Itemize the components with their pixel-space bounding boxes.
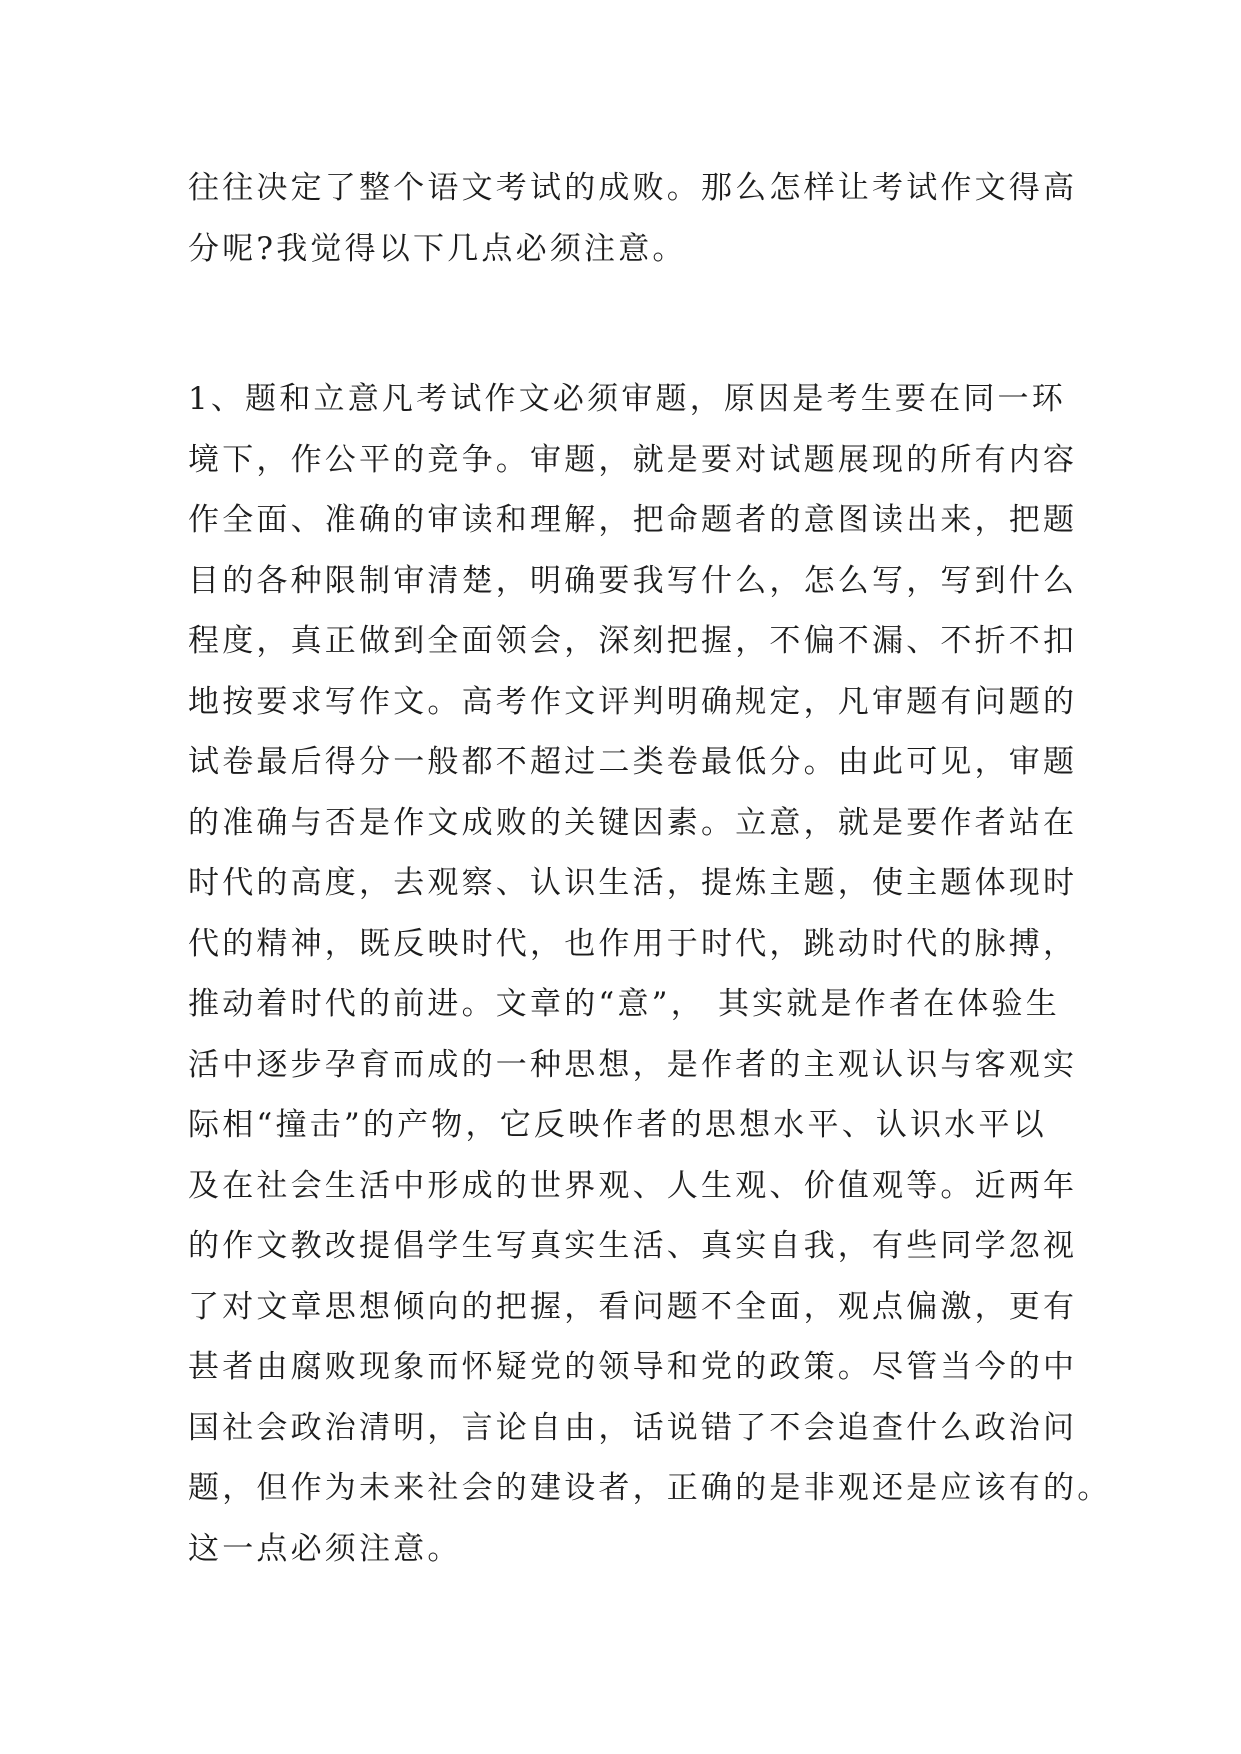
text-line: 活中逐步孕育而成的一种思想，是作者的主观认识与客观实	[188, 1046, 1078, 1083]
text-line: 际相“撞击”的产物，它反映作者的思想水平、认识水平以	[188, 1107, 1047, 1143]
text-line: 题，但作为未来社会的建设者，正确的是非观还是应该有的。	[188, 1470, 1112, 1506]
paragraph-intro	[188, 158, 1078, 279]
text-line: 试卷最后得分一般都不超过二类卷最低分。由此可见，审题	[188, 744, 1078, 780]
text-line: 了对文章思想倾向的把握，看问题不全面，观点偏激，更有	[188, 1288, 1078, 1325]
paragraph-gap	[188, 279, 1068, 369]
text-line: 地按要求写作文。高考作文评判明确规定，凡审题有问题的	[188, 683, 1078, 720]
text-line: 往往决定了整个语文考试的成败。那么怎样让考试作文得高	[188, 170, 1078, 206]
document-body	[188, 158, 1112, 1579]
text-line: 这一点必须注意。	[188, 1530, 462, 1567]
text-line: 目的各种限制审清楚，明确要我写什么，怎么写，写到什么	[188, 562, 1078, 599]
text-line: 及在社会生活中形成的世界观、人生观、价值观等。近两年	[188, 1167, 1078, 1204]
paragraph-review-and-intent	[188, 369, 1112, 1579]
text-line: 国社会政治清明，言论自由，话说错了不会追查什么政治问	[188, 1409, 1078, 1446]
text-line: 分呢?我觉得以下几点必须注意。	[188, 230, 687, 267]
text-line: 的准确与否是作文成败的关键因素。立意，就是要作者站在	[188, 804, 1078, 841]
text-line: 作全面、准确的审读和理解，把命题者的意图读出来，把题	[188, 502, 1078, 538]
text-line: 推动着时代的前进。文章的“意”， 其实就是作者在体验生	[188, 986, 1060, 1022]
text-line: 程度，真正做到全面领会，深刻把握，不偏不漏、不折不扣	[188, 623, 1078, 659]
text-line: 境下，作公平的竞争。审题，就是要对试题展现的所有内容	[188, 441, 1078, 478]
text-line: 甚者由腐败现象而怀疑党的领导和党的政策。尽管当今的中	[188, 1349, 1078, 1385]
text-line: 代的精神，既反映时代，也作用于时代，跳动时代的脉搏，	[188, 925, 1078, 962]
text-line: 时代的高度，去观察、认识生活，提炼主题，使主题体现时	[188, 865, 1078, 901]
text-line: 1、题和立意凡考试作文必须审题，原因是考生要在同一环	[188, 381, 1066, 417]
text-line: 的作文教改提倡学生写真实生活、真实自我，有些同学忽视	[188, 1228, 1078, 1264]
